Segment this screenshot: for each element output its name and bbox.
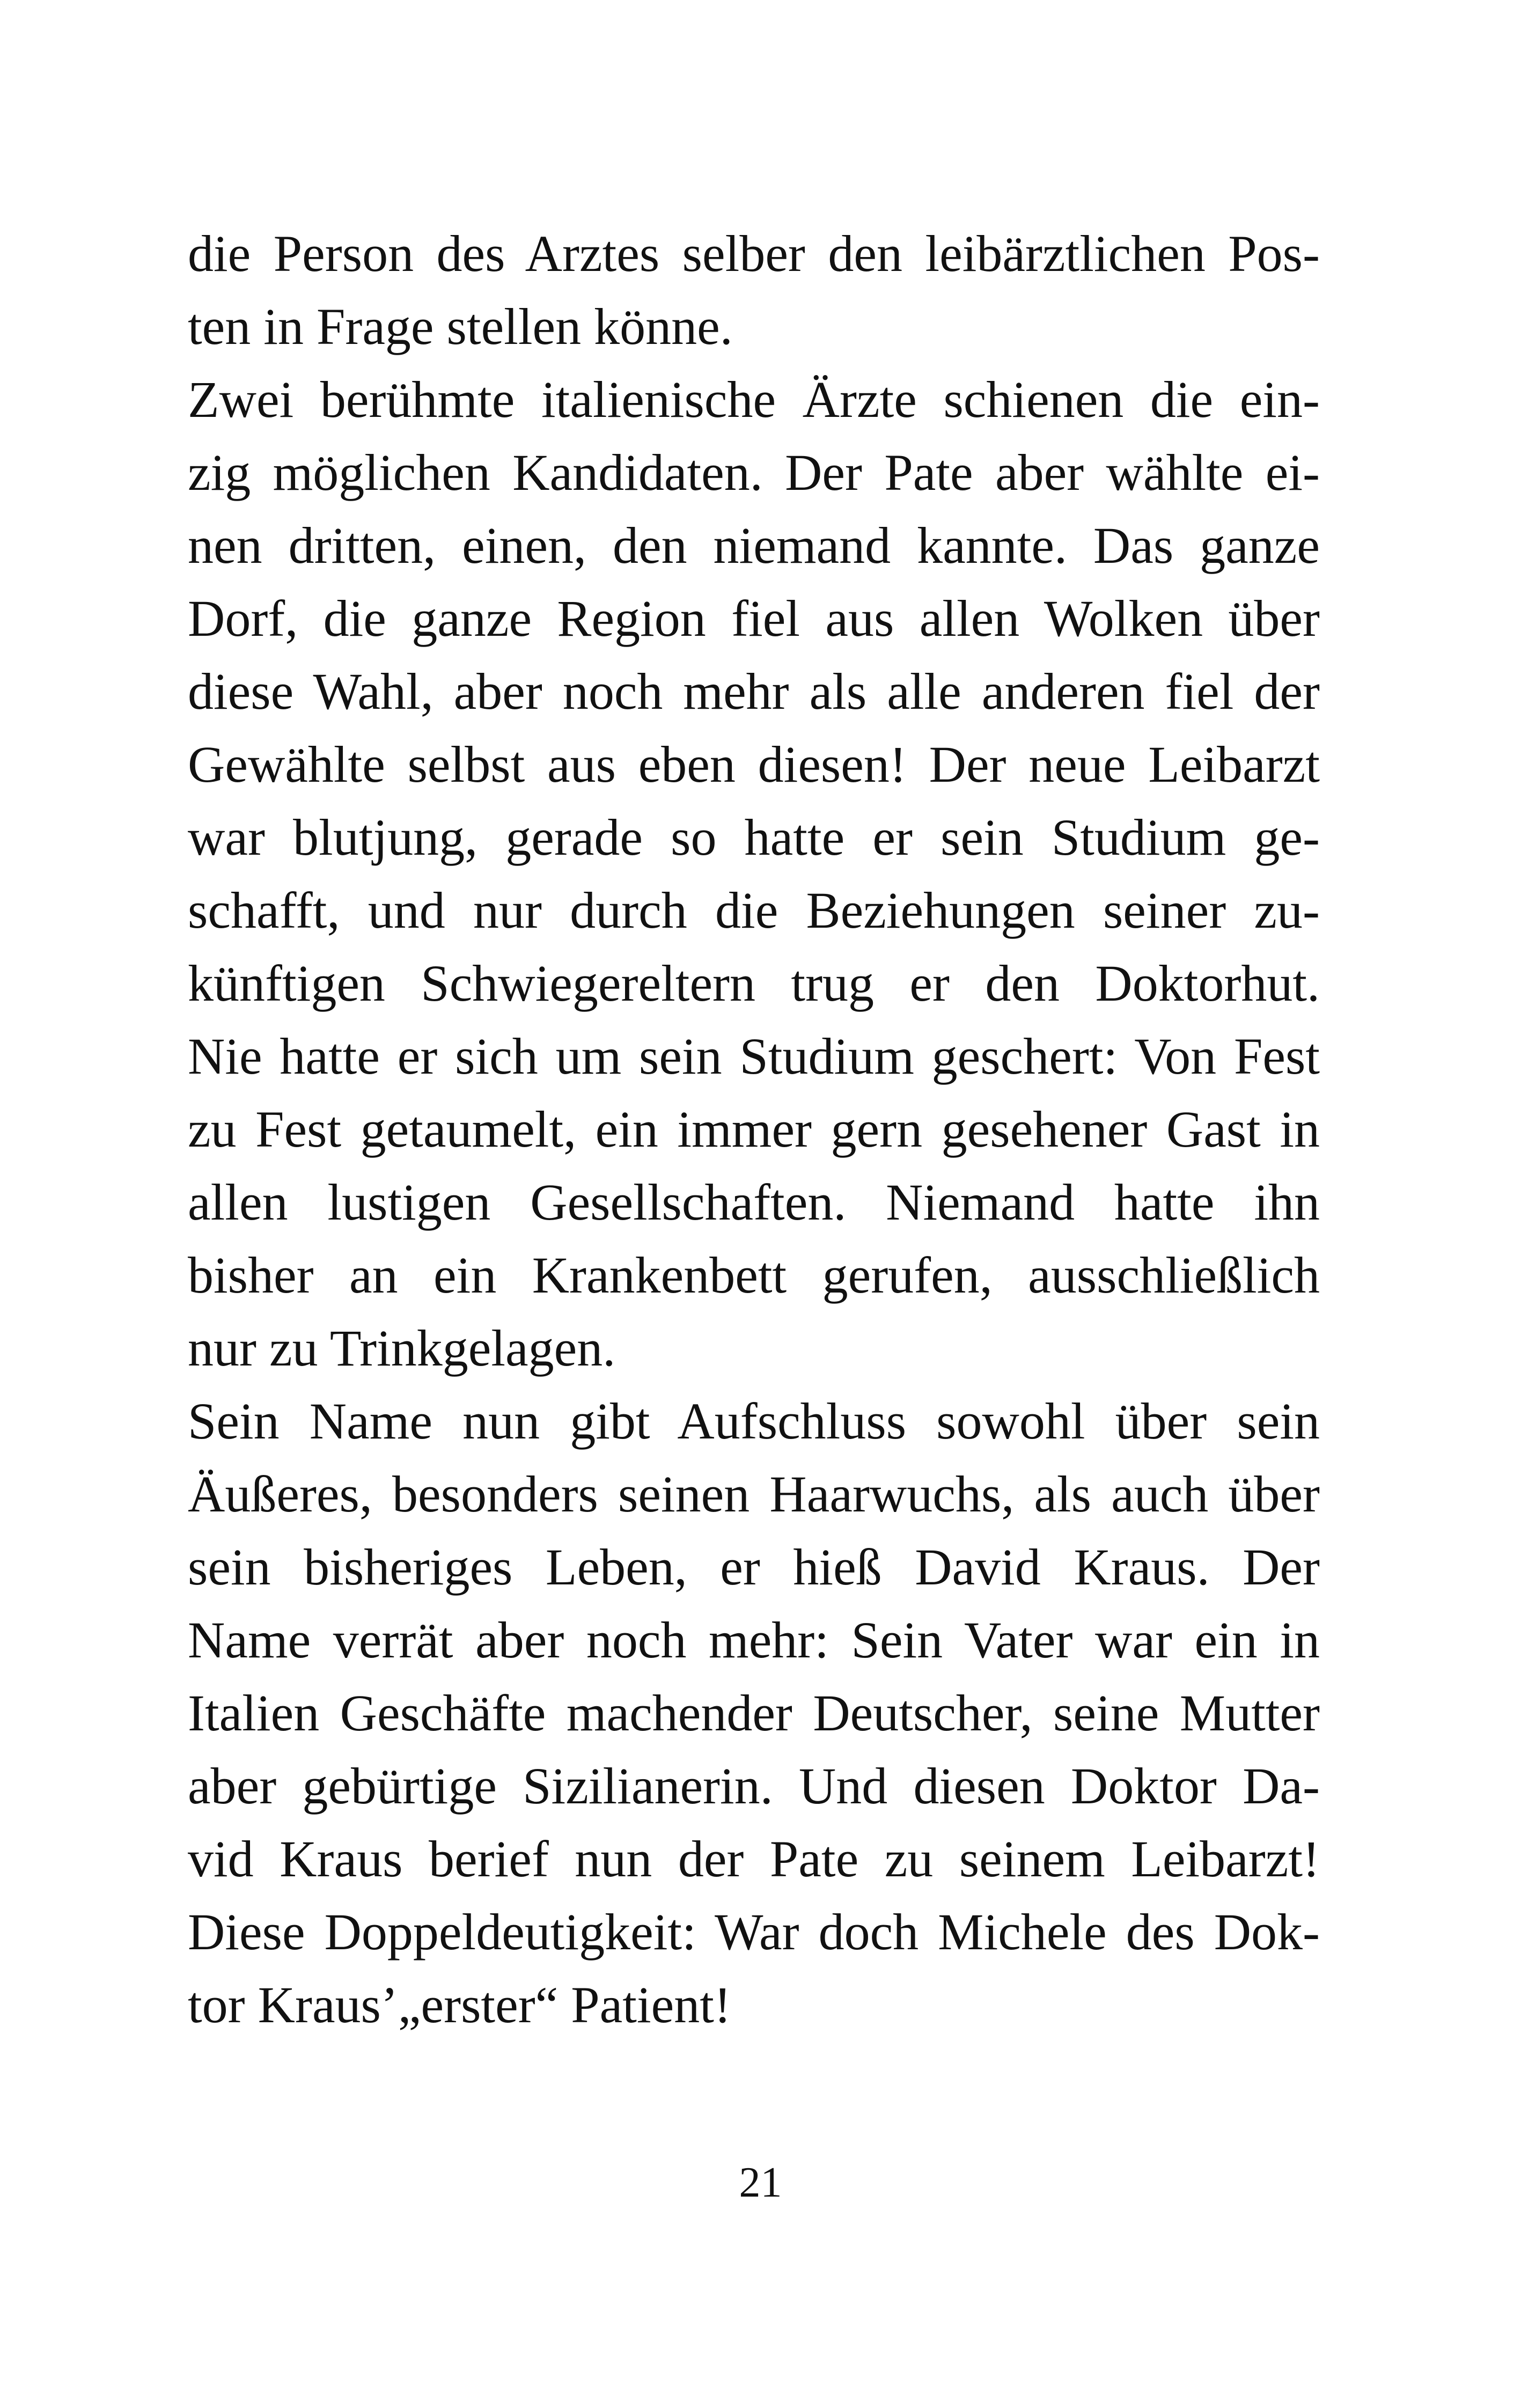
body-text [188,217,1320,2042]
text-line: nur zu Trinkgelagen. [188,1319,616,1377]
text-line: Gewählte selbst aus eben diesen! Der neue Leibarzt [188,736,1320,793]
text-line: Zwei berühmte italienische Ärzte schienen die ein- [188,371,1320,428]
text-line: tor Kraus’„erster“ Patient! [188,1976,731,2033]
text-line: Dorf, die ganze Region fiel aus allen Wolken über [188,590,1320,647]
text-line: Sein Name nun gibt Aufschluss sowohl über sein [188,1392,1320,1450]
text-line: allen lustigen Gesellschaften. Niemand hatte ihn [188,1173,1320,1231]
text-line: Italien Geschäfte machender Deutscher, seine Mutter [188,1684,1320,1742]
text-line: künftigen Schwiegereltern trug er den Doktorhut. [188,955,1320,1012]
text-line: schafft, und nur durch die Beziehungen seiner zu- [188,882,1320,939]
text-line: zig möglichen Kandidaten. Der Pate aber wählte ei- [188,444,1320,501]
text-line: nen dritten, einen, den niemand kannte. Das ganze [188,517,1320,574]
text-line: war blutjung, gerade so hatte er sein Studium ge- [188,809,1320,866]
text-line: ten in Frage stellen könne. [188,298,733,355]
text-line: Nie hatte er sich um sein Studium geschert: Von Fest [188,1027,1320,1085]
text-line: Äußeres, besonders seinen Haarwuchs, als auch über [188,1465,1320,1523]
text-line: zu Fest getaumelt, ein immer gern gesehener Gast in [188,1100,1320,1158]
text-line: vid Kraus berief nun der Pate zu seinem Leibarzt! [188,1830,1320,1888]
text-line: bisher an ein Krankenbett gerufen, ausschließlich [188,1246,1320,1304]
text-line: aber gebürtige Sizilianerin. Und diesen Doktor Da- [188,1757,1320,1815]
text-line: Name verrät aber noch mehr: Sein Vater war ein in [188,1611,1320,1669]
text-line: Diese Doppeldeutigkeit: War doch Michele des Dok- [188,1903,1320,1961]
text-line: diese Wahl, aber noch mehr als alle anderen fiel der [188,663,1320,720]
text-line: sein bisheriges Leben, er hieß David Kraus. Der [188,1538,1320,1596]
page-number: 21 [739,2159,782,2206]
text-line: die Person des Arztes selber den leibärztlichen Pos- [188,225,1320,282]
